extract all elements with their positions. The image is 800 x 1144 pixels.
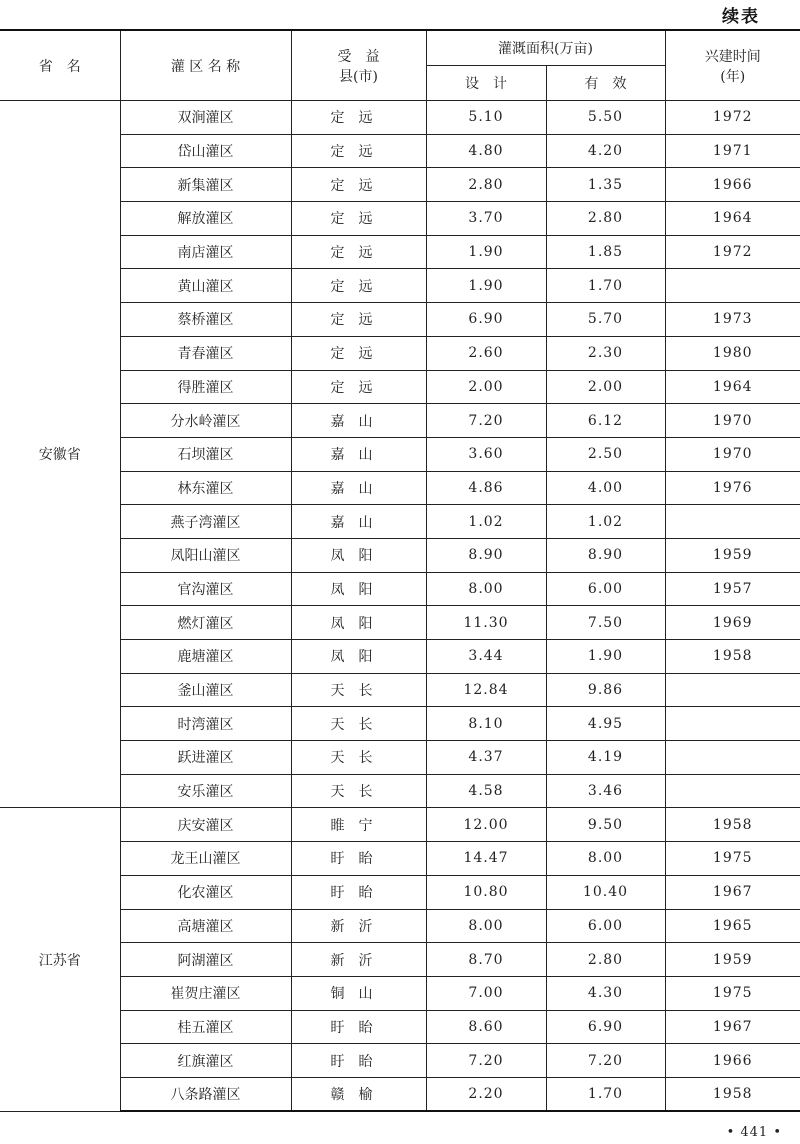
county-cell: 盱眙 bbox=[291, 842, 426, 876]
county-cell: 定远 bbox=[291, 168, 426, 202]
design-area-cell: 2.00 bbox=[426, 370, 546, 404]
province-cell: 安徽省 bbox=[0, 101, 120, 808]
build-year-cell bbox=[665, 741, 800, 775]
design-area-cell: 8.90 bbox=[426, 538, 546, 572]
effective-area-cell: 7.50 bbox=[546, 606, 665, 640]
build-year-cell: 1959 bbox=[665, 538, 800, 572]
header-year-line1: 兴建时间 bbox=[704, 48, 761, 65]
build-year-cell: 1964 bbox=[665, 370, 800, 404]
design-area-cell: 3.44 bbox=[426, 640, 546, 674]
district-name-cell: 青春灌区 bbox=[120, 336, 291, 370]
design-area-cell: 10.80 bbox=[426, 875, 546, 909]
irrigation-district-table bbox=[0, 29, 800, 1112]
table-body bbox=[0, 101, 800, 1112]
design-area-cell: 8.60 bbox=[426, 1010, 546, 1044]
header-build-year bbox=[665, 30, 800, 101]
district-name-cell: 时湾灌区 bbox=[120, 707, 291, 741]
effective-area-cell: 5.70 bbox=[546, 303, 665, 337]
district-name-cell: 蔡桥灌区 bbox=[120, 303, 291, 337]
district-name-cell: 官沟灌区 bbox=[120, 572, 291, 606]
district-name-cell: 龙王山灌区 bbox=[120, 842, 291, 876]
design-area-cell: 7.20 bbox=[426, 1044, 546, 1078]
header-county-line2: 县(市) bbox=[339, 68, 378, 85]
district-name-cell: 燃灯灌区 bbox=[120, 606, 291, 640]
district-name-cell: 新集灌区 bbox=[120, 168, 291, 202]
table-row bbox=[0, 909, 800, 943]
build-year-cell: 1975 bbox=[665, 976, 800, 1010]
design-area-cell: 1.90 bbox=[426, 269, 546, 303]
header-year-line2: (年) bbox=[720, 68, 746, 85]
district-name-cell: 林东灌区 bbox=[120, 471, 291, 505]
county-cell: 睢宁 bbox=[291, 808, 426, 842]
district-name-cell: 石坝灌区 bbox=[120, 437, 291, 471]
effective-area-cell: 2.80 bbox=[546, 202, 665, 236]
design-area-cell: 4.37 bbox=[426, 741, 546, 775]
design-area-cell: 3.60 bbox=[426, 437, 546, 471]
build-year-cell: 1958 bbox=[665, 808, 800, 842]
build-year-cell bbox=[665, 774, 800, 808]
table-row bbox=[0, 538, 800, 572]
county-cell: 天长 bbox=[291, 707, 426, 741]
build-year-cell: 1958 bbox=[665, 640, 800, 674]
effective-area-cell: 6.00 bbox=[546, 572, 665, 606]
county-cell: 定远 bbox=[291, 235, 426, 269]
table-row bbox=[0, 269, 800, 303]
effective-area-cell: 9.50 bbox=[546, 808, 665, 842]
county-cell: 天长 bbox=[291, 741, 426, 775]
county-cell: 盱眙 bbox=[291, 1044, 426, 1078]
district-name-cell: 燕子湾灌区 bbox=[120, 505, 291, 539]
county-cell: 定远 bbox=[291, 336, 426, 370]
design-area-cell: 4.80 bbox=[426, 134, 546, 168]
district-name-cell: 桂五灌区 bbox=[120, 1010, 291, 1044]
build-year-cell: 1980 bbox=[665, 336, 800, 370]
header-district-name: 灌 区 名 称 bbox=[120, 30, 291, 101]
build-year-cell: 1970 bbox=[665, 437, 800, 471]
district-name-cell: 化农灌区 bbox=[120, 875, 291, 909]
build-year-cell bbox=[665, 707, 800, 741]
county-cell: 新沂 bbox=[291, 909, 426, 943]
design-area-cell: 4.58 bbox=[426, 774, 546, 808]
design-area-cell: 8.10 bbox=[426, 707, 546, 741]
effective-area-cell: 6.12 bbox=[546, 404, 665, 438]
table-row bbox=[0, 336, 800, 370]
effective-area-cell: 8.90 bbox=[546, 538, 665, 572]
table-row bbox=[0, 471, 800, 505]
district-name-cell: 岱山灌区 bbox=[120, 134, 291, 168]
header-effective-area: 有 效 bbox=[546, 66, 665, 101]
effective-area-cell: 2.50 bbox=[546, 437, 665, 471]
table-row bbox=[0, 101, 800, 135]
table-row bbox=[0, 202, 800, 236]
district-name-cell: 红旗灌区 bbox=[120, 1044, 291, 1078]
header-county bbox=[291, 30, 426, 101]
table-row bbox=[0, 303, 800, 337]
design-area-cell: 2.20 bbox=[426, 1077, 546, 1111]
county-cell: 凤阳 bbox=[291, 572, 426, 606]
table-row bbox=[0, 134, 800, 168]
county-cell: 凤阳 bbox=[291, 640, 426, 674]
table-row bbox=[0, 1044, 800, 1078]
table-row bbox=[0, 774, 800, 808]
page-number: • 441 • bbox=[726, 1125, 782, 1140]
effective-area-cell: 5.50 bbox=[546, 101, 665, 135]
effective-area-cell: 1.85 bbox=[546, 235, 665, 269]
effective-area-cell: 6.90 bbox=[546, 1010, 665, 1044]
effective-area-cell: 4.30 bbox=[546, 976, 665, 1010]
table-row bbox=[0, 572, 800, 606]
effective-area-cell: 4.20 bbox=[546, 134, 665, 168]
effective-area-cell: 2.30 bbox=[546, 336, 665, 370]
county-cell: 嘉山 bbox=[291, 505, 426, 539]
table-row bbox=[0, 741, 800, 775]
design-area-cell: 5.10 bbox=[426, 101, 546, 135]
design-area-cell: 4.86 bbox=[426, 471, 546, 505]
design-area-cell: 11.30 bbox=[426, 606, 546, 640]
county-cell: 天长 bbox=[291, 774, 426, 808]
design-area-cell: 8.00 bbox=[426, 909, 546, 943]
province-cell: 江苏省 bbox=[0, 808, 120, 1111]
build-year-cell: 1972 bbox=[665, 101, 800, 135]
table-row bbox=[0, 640, 800, 674]
header-county-line1: 受 益 bbox=[337, 48, 380, 65]
build-year-cell: 1964 bbox=[665, 202, 800, 236]
table-row bbox=[0, 370, 800, 404]
design-area-cell: 7.00 bbox=[426, 976, 546, 1010]
header-province: 省 名 bbox=[0, 30, 120, 101]
design-area-cell: 12.00 bbox=[426, 808, 546, 842]
district-name-cell: 跃进灌区 bbox=[120, 741, 291, 775]
effective-area-cell: 10.40 bbox=[546, 875, 665, 909]
build-year-cell: 1967 bbox=[665, 875, 800, 909]
build-year-cell: 1975 bbox=[665, 842, 800, 876]
district-name-cell: 釜山灌区 bbox=[120, 673, 291, 707]
effective-area-cell: 1.02 bbox=[546, 505, 665, 539]
effective-area-cell: 4.00 bbox=[546, 471, 665, 505]
district-name-cell: 高塘灌区 bbox=[120, 909, 291, 943]
table-row bbox=[0, 1010, 800, 1044]
table-row bbox=[0, 875, 800, 909]
design-area-cell: 3.70 bbox=[426, 202, 546, 236]
district-name-cell: 八条路灌区 bbox=[120, 1077, 291, 1111]
effective-area-cell: 1.70 bbox=[546, 1077, 665, 1111]
district-name-cell: 阿湖灌区 bbox=[120, 943, 291, 977]
design-area-cell: 8.00 bbox=[426, 572, 546, 606]
design-area-cell: 6.90 bbox=[426, 303, 546, 337]
build-year-cell: 1967 bbox=[665, 1010, 800, 1044]
county-cell: 定远 bbox=[291, 269, 426, 303]
build-year-cell: 1969 bbox=[665, 606, 800, 640]
build-year-cell bbox=[665, 505, 800, 539]
build-year-cell: 1970 bbox=[665, 404, 800, 438]
effective-area-cell: 4.19 bbox=[546, 741, 665, 775]
build-year-cell: 1972 bbox=[665, 235, 800, 269]
build-year-cell: 1976 bbox=[665, 471, 800, 505]
table-row bbox=[0, 808, 800, 842]
district-name-cell: 解放灌区 bbox=[120, 202, 291, 236]
county-cell: 定远 bbox=[291, 134, 426, 168]
design-area-cell: 2.80 bbox=[426, 168, 546, 202]
build-year-cell: 1966 bbox=[665, 1044, 800, 1078]
build-year-cell: 1966 bbox=[665, 168, 800, 202]
county-cell: 嘉山 bbox=[291, 471, 426, 505]
county-cell: 盱眙 bbox=[291, 1010, 426, 1044]
effective-area-cell: 1.90 bbox=[546, 640, 665, 674]
effective-area-cell: 1.70 bbox=[546, 269, 665, 303]
table-row bbox=[0, 976, 800, 1010]
effective-area-cell: 4.95 bbox=[546, 707, 665, 741]
county-cell: 天长 bbox=[291, 673, 426, 707]
county-cell: 定远 bbox=[291, 370, 426, 404]
county-cell: 盱眙 bbox=[291, 875, 426, 909]
design-area-cell: 7.20 bbox=[426, 404, 546, 438]
district-name-cell: 凤阳山灌区 bbox=[120, 538, 291, 572]
table-row bbox=[0, 606, 800, 640]
effective-area-cell: 1.35 bbox=[546, 168, 665, 202]
build-year-cell: 1959 bbox=[665, 943, 800, 977]
design-area-cell: 14.47 bbox=[426, 842, 546, 876]
design-area-cell: 2.60 bbox=[426, 336, 546, 370]
effective-area-cell: 3.46 bbox=[546, 774, 665, 808]
county-cell: 定远 bbox=[291, 202, 426, 236]
table-row bbox=[0, 673, 800, 707]
table-row bbox=[0, 235, 800, 269]
county-cell: 铜山 bbox=[291, 976, 426, 1010]
header-design-area: 设 计 bbox=[426, 66, 546, 101]
table-row bbox=[0, 404, 800, 438]
district-name-cell: 鹿塘灌区 bbox=[120, 640, 291, 674]
table-row bbox=[0, 168, 800, 202]
effective-area-cell: 7.20 bbox=[546, 1044, 665, 1078]
table-row bbox=[0, 1077, 800, 1111]
design-area-cell: 12.84 bbox=[426, 673, 546, 707]
county-cell: 嘉山 bbox=[291, 437, 426, 471]
design-area-cell: 1.02 bbox=[426, 505, 546, 539]
district-name-cell: 黄山灌区 bbox=[120, 269, 291, 303]
district-name-cell: 双涧灌区 bbox=[120, 101, 291, 135]
county-cell: 嘉山 bbox=[291, 404, 426, 438]
county-cell: 定远 bbox=[291, 101, 426, 135]
table-row bbox=[0, 505, 800, 539]
build-year-cell: 1958 bbox=[665, 1077, 800, 1111]
table-row bbox=[0, 943, 800, 977]
district-name-cell: 分水岭灌区 bbox=[120, 404, 291, 438]
district-name-cell: 安乐灌区 bbox=[120, 774, 291, 808]
effective-area-cell: 2.00 bbox=[546, 370, 665, 404]
county-cell: 凤阳 bbox=[291, 606, 426, 640]
design-area-cell: 8.70 bbox=[426, 943, 546, 977]
district-name-cell: 庆安灌区 bbox=[120, 808, 291, 842]
effective-area-cell: 6.00 bbox=[546, 909, 665, 943]
district-name-cell: 崔贺庄灌区 bbox=[120, 976, 291, 1010]
county-cell: 定远 bbox=[291, 303, 426, 337]
district-name-cell: 得胜灌区 bbox=[120, 370, 291, 404]
table-row bbox=[0, 842, 800, 876]
build-year-cell: 1973 bbox=[665, 303, 800, 337]
continued-label: 续表 bbox=[722, 7, 760, 27]
design-area-cell: 1.90 bbox=[426, 235, 546, 269]
county-cell: 赣榆 bbox=[291, 1077, 426, 1111]
effective-area-cell: 8.00 bbox=[546, 842, 665, 876]
build-year-cell bbox=[665, 269, 800, 303]
build-year-cell bbox=[665, 673, 800, 707]
build-year-cell: 1957 bbox=[665, 572, 800, 606]
table-row bbox=[0, 437, 800, 471]
effective-area-cell: 9.86 bbox=[546, 673, 665, 707]
table-row bbox=[0, 707, 800, 741]
build-year-cell: 1965 bbox=[665, 909, 800, 943]
county-cell: 新沂 bbox=[291, 943, 426, 977]
effective-area-cell: 2.80 bbox=[546, 943, 665, 977]
header-irrigation-area: 灌溉面积(万亩) bbox=[426, 30, 665, 66]
district-name-cell: 南店灌区 bbox=[120, 235, 291, 269]
county-cell: 凤阳 bbox=[291, 538, 426, 572]
build-year-cell: 1971 bbox=[665, 134, 800, 168]
